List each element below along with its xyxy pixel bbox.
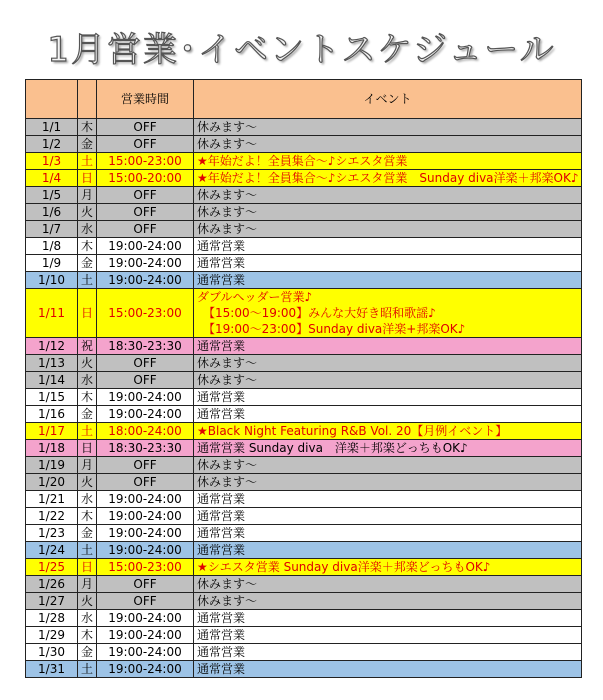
- row-day: 日: [78, 289, 97, 338]
- event-text: 休みます〜: [197, 594, 258, 608]
- row-hours: 19:00-24:00: [97, 644, 194, 661]
- row-day: 金: [78, 644, 97, 661]
- row-day: 月: [78, 187, 97, 204]
- row-day: 木: [78, 627, 97, 644]
- row-event: [194, 255, 582, 272]
- row-hours: 19:00-24:00: [97, 627, 194, 644]
- row-hours: 15:00-20:00: [97, 170, 194, 187]
- row-day: 土: [78, 423, 97, 440]
- event-text: 通常営業: [197, 611, 246, 625]
- row-day: 土: [78, 153, 97, 170]
- row-event: [194, 338, 582, 355]
- schedule-row: [26, 136, 582, 153]
- event-text: 通常営業: [197, 239, 246, 253]
- schedule-row: [26, 491, 582, 508]
- row-date: 1/2: [26, 136, 78, 153]
- row-hours: OFF: [97, 576, 194, 593]
- row-event: [194, 187, 582, 204]
- event-text: 休みます〜: [197, 458, 258, 472]
- row-date: 1/13: [26, 355, 78, 372]
- row-hours: 15:00-23:00: [97, 559, 194, 576]
- event-text: 休みます〜: [197, 205, 258, 219]
- row-day: 金: [78, 525, 97, 542]
- row-date: 1/11: [26, 289, 78, 338]
- row-hours: OFF: [97, 119, 194, 136]
- row-event: [194, 508, 582, 525]
- row-hours: OFF: [97, 355, 194, 372]
- event-text: 休みます〜: [197, 222, 258, 236]
- schedule-row: [26, 559, 582, 576]
- row-date: 1/22: [26, 508, 78, 525]
- schedule-row: [26, 255, 582, 272]
- header-row: [26, 80, 582, 119]
- schedule-row: [26, 204, 582, 221]
- schedule-row: [26, 457, 582, 474]
- event-text: ★シエスタ営業 Sunday diva洋楽＋邦楽どっちもOK♪: [197, 560, 491, 574]
- event-text: 休みます〜: [197, 373, 258, 387]
- schedule-row: [26, 610, 582, 627]
- row-day: 月: [78, 457, 97, 474]
- event-text: 通常営業 Sunday diva 洋楽＋邦楽どっちもOK♪: [197, 441, 468, 455]
- header-business-hours: 営業時間: [97, 80, 194, 119]
- schedule-row: [26, 644, 582, 661]
- header-event: イベント: [194, 80, 582, 119]
- schedule-row: [26, 474, 582, 491]
- event-text: ダブルヘッダー営業♪: [197, 290, 313, 304]
- row-hours: 19:00-24:00: [97, 255, 194, 272]
- row-day: 火: [78, 593, 97, 610]
- row-event: [194, 610, 582, 627]
- row-event: [194, 491, 582, 508]
- event-text: 通常営業: [197, 662, 246, 676]
- row-event: [194, 593, 582, 610]
- row-hours: 19:00-24:00: [97, 491, 194, 508]
- row-day: 土: [78, 542, 97, 559]
- row-event: [194, 372, 582, 389]
- schedule-row: [26, 423, 582, 440]
- row-date: 1/7: [26, 221, 78, 238]
- row-event: [194, 289, 582, 338]
- row-date: 1/4: [26, 170, 78, 187]
- event-text: 通常営業: [197, 543, 246, 557]
- row-date: 1/26: [26, 576, 78, 593]
- row-date: 1/5: [26, 187, 78, 204]
- row-date: 1/23: [26, 525, 78, 542]
- row-date: 1/10: [26, 272, 78, 289]
- schedule-row: [26, 238, 582, 255]
- row-hours: 19:00-24:00: [97, 272, 194, 289]
- row-hours: 18:00-24:00: [97, 423, 194, 440]
- row-event: [194, 170, 582, 187]
- row-hours: 19:00-24:00: [97, 610, 194, 627]
- row-day: 火: [78, 355, 97, 372]
- header-day: [78, 80, 97, 119]
- row-day: 火: [78, 204, 97, 221]
- row-day: 水: [78, 372, 97, 389]
- schedule-row: [26, 389, 582, 406]
- row-hours: OFF: [97, 593, 194, 610]
- row-hours: 18:30-23:30: [97, 440, 194, 457]
- event-text: ★Black Night Featuring R&B Vol. 20【月例イベント】: [197, 424, 508, 438]
- row-date: 1/21: [26, 491, 78, 508]
- row-event: [194, 542, 582, 559]
- event-text: 通常営業: [197, 628, 246, 642]
- row-hours: OFF: [97, 204, 194, 221]
- row-date: 1/14: [26, 372, 78, 389]
- schedule-row: [26, 372, 582, 389]
- row-day: 水: [78, 221, 97, 238]
- row-event: [194, 423, 582, 440]
- event-text: 休みます〜: [197, 137, 258, 151]
- row-day: 金: [78, 136, 97, 153]
- row-date: 1/31: [26, 661, 78, 678]
- schedule-row: [26, 627, 582, 644]
- row-hours: 18:30-23:30: [97, 338, 194, 355]
- row-event: [194, 204, 582, 221]
- row-date: 1/18: [26, 440, 78, 457]
- event-text: 通常営業: [197, 492, 246, 506]
- schedule-row: [26, 289, 582, 338]
- row-event: [194, 221, 582, 238]
- event-text: 通常営業: [197, 256, 246, 270]
- row-event: [194, 389, 582, 406]
- row-day: 火: [78, 474, 97, 491]
- row-hours: 15:00-23:00: [97, 153, 194, 170]
- event-text: 休みます〜: [197, 356, 258, 370]
- row-day: 水: [78, 610, 97, 627]
- row-event: [194, 474, 582, 491]
- schedule-row: [26, 187, 582, 204]
- schedule-row: [26, 661, 582, 678]
- row-hours: OFF: [97, 474, 194, 491]
- row-date: 1/28: [26, 610, 78, 627]
- row-hours: OFF: [97, 187, 194, 204]
- row-date: 1/3: [26, 153, 78, 170]
- row-event: [194, 440, 582, 457]
- row-hours: OFF: [97, 372, 194, 389]
- row-hours: 19:00-24:00: [97, 542, 194, 559]
- event-text: ★年始だよ！全員集合〜♪シエスタ営業: [197, 154, 408, 168]
- row-date: 1/20: [26, 474, 78, 491]
- row-date: 1/9: [26, 255, 78, 272]
- row-hours: OFF: [97, 221, 194, 238]
- row-date: 1/8: [26, 238, 78, 255]
- row-date: 1/27: [26, 593, 78, 610]
- row-day: 木: [78, 238, 97, 255]
- event-text: 通常営業: [197, 339, 246, 353]
- row-day: 水: [78, 491, 97, 508]
- row-day: 金: [78, 406, 97, 423]
- row-event: [194, 457, 582, 474]
- row-day: 木: [78, 119, 97, 136]
- event-text: 休みます〜: [197, 188, 258, 202]
- schedule-row: [26, 593, 582, 610]
- row-event: [194, 661, 582, 678]
- row-event: [194, 644, 582, 661]
- schedule-row: [26, 406, 582, 423]
- row-event: [194, 627, 582, 644]
- schedule-row: [26, 576, 582, 593]
- page-title: 1月営業･イベントスケジュール: [47, 30, 556, 70]
- schedule-row: [26, 355, 582, 372]
- row-date: 1/6: [26, 204, 78, 221]
- event-text: 休みます〜: [197, 120, 258, 134]
- row-day: 木: [78, 508, 97, 525]
- row-event: [194, 153, 582, 170]
- row-date: 1/29: [26, 627, 78, 644]
- row-event: [194, 119, 582, 136]
- row-day: 金: [78, 255, 97, 272]
- event-text: 通常営業: [197, 509, 246, 523]
- row-day: 日: [78, 440, 97, 457]
- row-date: 1/12: [26, 338, 78, 355]
- row-hours: 19:00-24:00: [97, 238, 194, 255]
- event-text: 【19:00〜23:00】Sunday diva洋楽+邦楽OK♪: [203, 322, 466, 336]
- row-event: [194, 525, 582, 542]
- row-day: 祝: [78, 338, 97, 355]
- row-event: [194, 355, 582, 372]
- schedule-table: [25, 79, 582, 678]
- event-text: 休みます〜: [197, 577, 258, 591]
- row-day: 土: [78, 272, 97, 289]
- schedule-row: [26, 525, 582, 542]
- schedule-row: [26, 221, 582, 238]
- row-date: 1/19: [26, 457, 78, 474]
- row-day: 月: [78, 576, 97, 593]
- row-hours: 15:00-23:00: [97, 289, 194, 338]
- row-date: 1/24: [26, 542, 78, 559]
- row-hours: 19:00-24:00: [97, 406, 194, 423]
- event-text: 通常営業: [197, 407, 246, 421]
- row-event: [194, 238, 582, 255]
- schedule-row: [26, 119, 582, 136]
- event-text: 通常営業: [197, 526, 246, 540]
- row-day: 木: [78, 389, 97, 406]
- event-text: 【15:00〜19:00】みんな大好き昭和歌謡♪: [203, 306, 436, 320]
- row-hours: OFF: [97, 457, 194, 474]
- row-event: [194, 576, 582, 593]
- row-date: 1/1: [26, 119, 78, 136]
- row-hours: 19:00-24:00: [97, 525, 194, 542]
- schedule-row: [26, 508, 582, 525]
- row-event: [194, 406, 582, 423]
- row-hours: OFF: [97, 136, 194, 153]
- schedule-row: [26, 272, 582, 289]
- schedule-row: [26, 440, 582, 457]
- row-hours: 19:00-24:00: [97, 508, 194, 525]
- header-date: [26, 80, 78, 119]
- event-text: ★年始だよ！全員集合〜♪シエスタ営業 Sunday diva洋楽＋邦楽OK♪: [197, 171, 579, 185]
- event-text: 通常営業: [197, 273, 246, 287]
- row-date: 1/25: [26, 559, 78, 576]
- row-event: [194, 559, 582, 576]
- schedule-row: [26, 170, 582, 187]
- schedule-row: [26, 542, 582, 559]
- event-text: 休みます〜: [197, 475, 258, 489]
- row-hours: 19:00-24:00: [97, 661, 194, 678]
- row-date: 1/15: [26, 389, 78, 406]
- row-event: [194, 272, 582, 289]
- event-text: 通常営業: [197, 390, 246, 404]
- schedule-body: [26, 119, 582, 678]
- row-date: 1/30: [26, 644, 78, 661]
- row-day: 日: [78, 170, 97, 187]
- event-text: 通常営業: [197, 645, 246, 659]
- row-date: 1/16: [26, 406, 78, 423]
- row-event: [194, 136, 582, 153]
- schedule-row: [26, 153, 582, 170]
- row-date: 1/17: [26, 423, 78, 440]
- schedule-row: [26, 338, 582, 355]
- row-hours: 19:00-24:00: [97, 389, 194, 406]
- row-day: 土: [78, 661, 97, 678]
- row-day: 日: [78, 559, 97, 576]
